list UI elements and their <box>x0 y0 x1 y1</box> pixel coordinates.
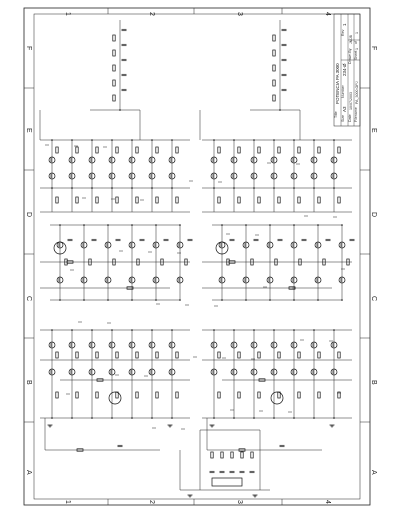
junction-dot <box>233 187 235 189</box>
title-label: Title <box>334 111 338 118</box>
junction-dot <box>293 417 295 419</box>
resistor <box>338 352 340 358</box>
junction-dot <box>111 187 113 189</box>
junction-dot <box>221 299 223 301</box>
resistor <box>318 197 320 203</box>
junction-dot <box>273 417 275 419</box>
rev-value: 1 <box>342 23 347 26</box>
junction-dot <box>51 329 53 331</box>
resistor <box>298 352 300 358</box>
power-transistor <box>271 392 283 404</box>
junction-dot <box>83 224 85 226</box>
junction-dot <box>91 329 93 331</box>
junction-dot <box>71 329 73 331</box>
zone-col-top: 3 <box>236 12 243 16</box>
junction-dot <box>245 224 247 226</box>
junction-dot <box>333 417 335 419</box>
resistor <box>221 452 223 458</box>
junction-dot <box>171 187 173 189</box>
junction-dot <box>131 299 133 301</box>
number-label: Number <box>341 85 345 98</box>
resistor <box>238 352 240 358</box>
junction-dot <box>107 299 109 301</box>
resistor <box>338 197 340 203</box>
zone-col-bottom: 1 <box>64 500 71 504</box>
resistor <box>156 392 158 398</box>
resistor <box>298 197 300 203</box>
junction-dot <box>213 139 215 141</box>
junction-dot <box>213 417 215 419</box>
junction-dot <box>279 109 281 111</box>
resistor <box>218 392 220 398</box>
resistor <box>116 352 118 358</box>
junction-dot <box>59 299 61 301</box>
resistor <box>318 392 320 398</box>
resistor <box>96 147 98 153</box>
zone-col-top: 1 <box>64 12 71 16</box>
date-label: Date <box>348 114 352 122</box>
junction-dot <box>293 329 295 331</box>
junction-dot <box>313 187 315 189</box>
junction-dot <box>313 139 315 141</box>
resistor <box>211 452 213 458</box>
junction-dot <box>51 187 53 189</box>
resistor <box>273 50 275 56</box>
zone-row-right: D <box>370 212 377 218</box>
resistor <box>113 35 115 41</box>
resistor <box>76 147 78 153</box>
zone-row-left: A <box>25 470 32 475</box>
amplifier-circuit <box>40 20 355 497</box>
drawn-value: JMJB <box>349 35 353 44</box>
resistor <box>258 147 260 153</box>
column-zone-labels <box>64 12 331 504</box>
power-transistor <box>109 392 121 404</box>
row-zone-labels <box>25 46 377 475</box>
zone-row-right: F <box>370 46 377 51</box>
resistor <box>136 392 138 398</box>
resistor <box>278 147 280 153</box>
junction-dot <box>273 329 275 331</box>
junction-dot <box>111 139 113 141</box>
zone-row-left: C <box>25 296 32 302</box>
rev-label: Rev <box>341 29 345 36</box>
resistor <box>318 147 320 153</box>
junction-dot <box>293 224 295 226</box>
resistor <box>116 147 118 153</box>
resistor <box>273 35 275 41</box>
zone-row-left: E <box>25 128 32 133</box>
junction-dot <box>253 417 255 419</box>
connector <box>212 478 242 486</box>
resistor <box>136 197 138 203</box>
filename-label: Filename <box>354 107 358 122</box>
of-label: of <box>354 41 358 44</box>
resistor <box>273 65 275 71</box>
zone-col-top: 4 <box>324 12 331 16</box>
junction-dot <box>171 329 173 331</box>
resistor <box>156 147 158 153</box>
resistor <box>56 147 58 153</box>
resistor <box>96 197 98 203</box>
date-value: 10/07/2003 <box>349 92 353 110</box>
junction-dot <box>119 109 121 111</box>
junction-dot <box>107 224 109 226</box>
resistor <box>176 197 178 203</box>
resistor <box>298 392 300 398</box>
junction-dot <box>111 417 113 419</box>
resistor <box>241 452 243 458</box>
junction-dot <box>213 329 215 331</box>
junction-dot <box>155 224 157 226</box>
zone-col-bottom: 2 <box>148 500 155 504</box>
junction-dot <box>155 299 157 301</box>
junction-dot <box>83 299 85 301</box>
junction-dot <box>233 139 235 141</box>
junction-dot <box>333 139 335 141</box>
resistor <box>218 197 220 203</box>
sheet-label: Sheet <box>354 50 358 60</box>
junction-dot <box>333 187 335 189</box>
resistor <box>273 95 275 101</box>
resistor <box>76 392 78 398</box>
drawing-frame <box>34 14 360 499</box>
junction-dot <box>245 299 247 301</box>
resistor <box>176 147 178 153</box>
resistor <box>156 352 158 358</box>
resistor <box>238 147 240 153</box>
resistor <box>176 392 178 398</box>
resistor <box>218 352 220 358</box>
zone-row-right: C <box>370 296 377 302</box>
resistor <box>56 352 58 358</box>
junction-dot <box>71 417 73 419</box>
resistor <box>56 392 58 398</box>
junction-dot <box>179 224 181 226</box>
resistor <box>76 197 78 203</box>
resistor <box>251 452 253 458</box>
title-value: POTENCIA PA 3000 <box>335 63 340 104</box>
junction-dot <box>151 139 153 141</box>
size-label: Size <box>341 115 345 122</box>
junction-dot <box>179 299 181 301</box>
resistor <box>273 80 275 86</box>
resistor <box>113 80 115 86</box>
zone-col-bottom: 3 <box>236 500 243 504</box>
resistor <box>258 352 260 358</box>
junction-dot <box>317 299 319 301</box>
junction-dot <box>233 417 235 419</box>
junction-dot <box>51 417 53 419</box>
resistor <box>258 197 260 203</box>
junction-dot <box>111 329 113 331</box>
junction-dot <box>131 417 133 419</box>
resistor <box>96 392 98 398</box>
junction-dot <box>313 417 315 419</box>
junction-dot <box>273 187 275 189</box>
zone-row-left: B <box>25 380 32 385</box>
junction-dot <box>313 329 315 331</box>
junction-dot <box>253 329 255 331</box>
resistor <box>278 352 280 358</box>
zone-row-left: D <box>25 212 32 218</box>
zone-row-right: E <box>370 128 377 133</box>
zone-row-right: B <box>370 380 377 385</box>
junction-dot <box>341 299 343 301</box>
resistor <box>136 352 138 358</box>
resistor <box>298 147 300 153</box>
resistor <box>231 452 233 458</box>
number-value: 234-Ø <box>342 63 347 76</box>
junction-dot <box>131 329 133 331</box>
junction-dot <box>151 187 153 189</box>
resistor <box>238 197 240 203</box>
junction-dot <box>91 187 93 189</box>
resistor <box>96 352 98 358</box>
resistor <box>116 197 118 203</box>
junction-dot <box>131 139 133 141</box>
junction-dot <box>131 187 133 189</box>
junction-dot <box>233 329 235 331</box>
resistor <box>113 95 115 101</box>
drawn-label: Drawn By <box>348 48 352 64</box>
resistor <box>278 197 280 203</box>
junction-dot <box>91 139 93 141</box>
junction-dot <box>253 139 255 141</box>
junction-dot <box>293 139 295 141</box>
resistor <box>338 147 340 153</box>
junction-dot <box>131 224 133 226</box>
junction-dot <box>71 187 73 189</box>
junction-dot <box>333 329 335 331</box>
junction-dot <box>171 417 173 419</box>
zone-row-left: F <box>25 46 32 51</box>
resistor <box>113 50 115 56</box>
junction-dot <box>91 417 93 419</box>
junction-dot <box>151 417 153 419</box>
zone-col-top: 2 <box>148 12 155 16</box>
junction-dot <box>51 139 53 141</box>
resistor <box>238 392 240 398</box>
junction-dot <box>273 139 275 141</box>
junction-dot <box>71 139 73 141</box>
sheet-value: 1 <box>355 48 359 50</box>
junction-dot <box>213 187 215 189</box>
junction-dot <box>317 224 319 226</box>
junction-dot <box>151 329 153 331</box>
junction-dot <box>269 224 271 226</box>
junction-dot <box>293 187 295 189</box>
junction-dot <box>269 299 271 301</box>
zone-col-bottom: 4 <box>324 500 331 504</box>
resistor <box>258 392 260 398</box>
junction-dot <box>341 224 343 226</box>
zone-row-right: A <box>370 470 377 475</box>
of-value: 1 <box>355 32 359 34</box>
resistor <box>318 352 320 358</box>
title-block <box>334 14 360 126</box>
resistor <box>156 197 158 203</box>
junction-dot <box>171 139 173 141</box>
resistor <box>113 65 115 71</box>
size-value: A3 <box>342 106 347 112</box>
resistor <box>56 197 58 203</box>
resistor <box>136 147 138 153</box>
filename-value: PA_3000.OPJ <box>355 81 359 104</box>
junction-dot <box>59 224 61 226</box>
junction-dot <box>293 299 295 301</box>
resistor <box>176 352 178 358</box>
resistor <box>218 147 220 153</box>
junction-dot <box>253 187 255 189</box>
resistor <box>76 352 78 358</box>
junction-dot <box>221 224 223 226</box>
